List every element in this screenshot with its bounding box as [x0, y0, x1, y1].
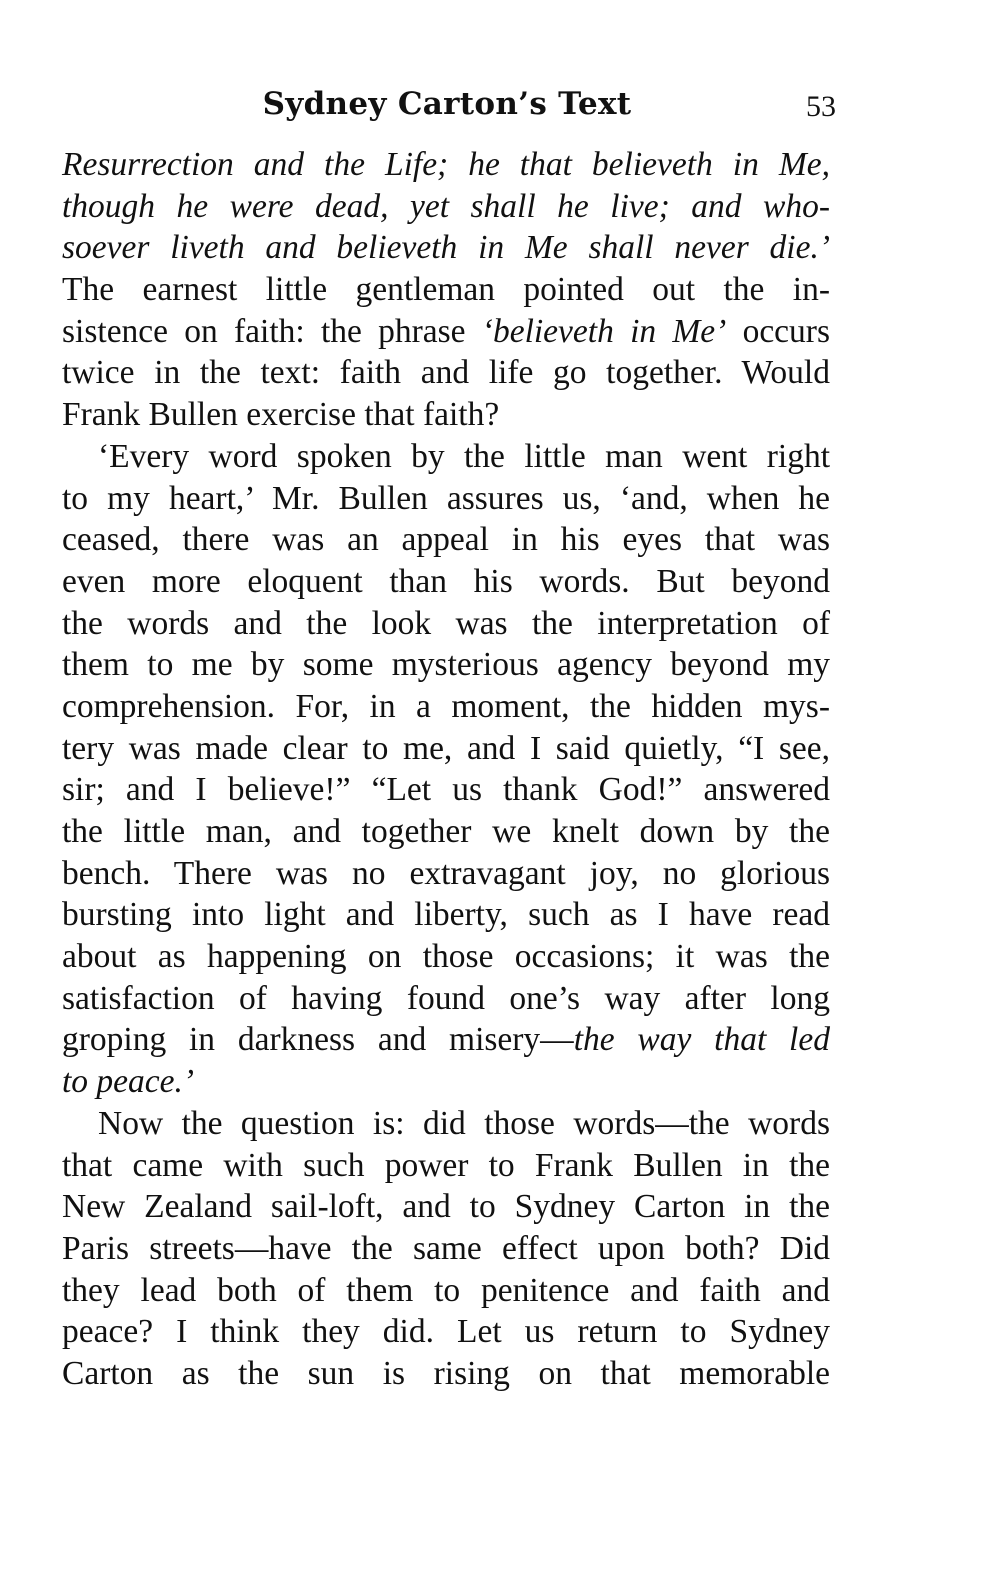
- text-line: [62, 1311, 830, 1353]
- text-segment: The earnest little gentleman pointed out the in-: [62, 271, 830, 309]
- text-segment: that came with such power to Frank Bullen in the: [62, 1146, 830, 1184]
- text-segment: peace? I think they did. Let us return to Sydney: [62, 1313, 830, 1351]
- text-line: [62, 269, 830, 311]
- italic-text: to peace.’: [62, 1063, 195, 1101]
- text-line: [62, 811, 830, 853]
- text-segment: Paris streets—have the same effect upon both? Did: [62, 1229, 830, 1267]
- text-line: [62, 227, 830, 269]
- chapter-title: Sydney Carton’s Text: [262, 86, 632, 122]
- text-segment: satisfaction of having found one’s way after long: [62, 979, 830, 1017]
- text-segment: comprehension. For, in a moment, the hidden mys-: [62, 687, 830, 725]
- text-line: [62, 1019, 830, 1061]
- text-segment: about as happening on those occasions; it was the: [62, 938, 830, 976]
- text-segment: Now the question is: did those words—the words: [98, 1104, 830, 1142]
- text-segment: Carton as the sun is rising on that memorable: [62, 1354, 830, 1392]
- text-line: [62, 519, 830, 561]
- text-line: [62, 478, 830, 520]
- text-segment: New Zealand sail-loft, and to Sydney Carton in the: [62, 1188, 830, 1226]
- text-line: [62, 561, 830, 603]
- text-segment: sistence on faith: the phrase: [62, 312, 482, 350]
- page-number: 53: [806, 90, 836, 123]
- italic-text: Resurrection and the Life; he that believeth in Me,: [62, 146, 830, 183]
- text-segment: bursting into light and liberty, such as I have read: [62, 896, 830, 934]
- text-line: [62, 936, 830, 978]
- body-text: [62, 144, 830, 1395]
- text-line: [62, 311, 830, 353]
- text-line: [62, 769, 830, 811]
- text-line: [62, 144, 830, 186]
- text-segment: sir; and I believe!” “Let us thank God!” answered: [62, 771, 830, 809]
- text-segment: they lead both of them to penitence and faith and: [62, 1271, 830, 1309]
- text-line: [62, 1228, 830, 1270]
- text-line: [62, 1353, 830, 1395]
- text-segment: Frank Bullen exercise that faith?: [62, 396, 500, 434]
- text-segment: ceased, there was an appeal in his eyes that was: [62, 521, 830, 559]
- text-line: [62, 686, 830, 728]
- text-segment: ‘Every word spoken by the little man went right: [98, 437, 830, 475]
- text-line: [62, 853, 830, 895]
- text-segment: bench. There was no extravagant joy, no glorious: [62, 854, 830, 892]
- running-head: [62, 86, 836, 136]
- italic-text: though he were dead, yet shall he live; and who-: [62, 187, 830, 225]
- text-line: [62, 644, 830, 686]
- italic-text: the way that led: [573, 1021, 830, 1059]
- text-segment: groping in darkness and misery—: [62, 1021, 574, 1059]
- text-line: [62, 1103, 830, 1145]
- text-line: [62, 894, 830, 936]
- text-segment: the words and the look was the interpretation of: [62, 604, 830, 642]
- text-line: [62, 1186, 830, 1228]
- text-segment: twice in the text: faith and life go together. Would: [62, 354, 830, 392]
- text-line: [62, 603, 830, 645]
- text-line: [62, 728, 830, 770]
- text-line: [62, 186, 830, 228]
- text-line: [62, 352, 830, 394]
- text-segment: the little man, and together we knelt down by the: [62, 813, 830, 850]
- text-segment: even more eloquent than his words. But beyond: [62, 562, 830, 600]
- text-segment: to my heart,’ Mr. Bullen assures us, ‘and, when he: [62, 479, 830, 517]
- text-line: [62, 1270, 830, 1312]
- italic-text: ‘believeth in Me’: [481, 312, 727, 350]
- text-line: [62, 1061, 830, 1103]
- text-line: [62, 978, 830, 1020]
- italic-text: soever liveth and believeth in Me shall never die.’: [62, 229, 830, 267]
- text-segment: them to me by some mysterious agency beyond my: [62, 646, 830, 684]
- text-line: [62, 1145, 830, 1187]
- text-segment: occurs: [726, 312, 830, 350]
- text-line: [62, 436, 830, 478]
- text-line: [62, 394, 830, 436]
- text-segment: tery was made clear to me, and I said quietly, “I see,: [62, 729, 830, 767]
